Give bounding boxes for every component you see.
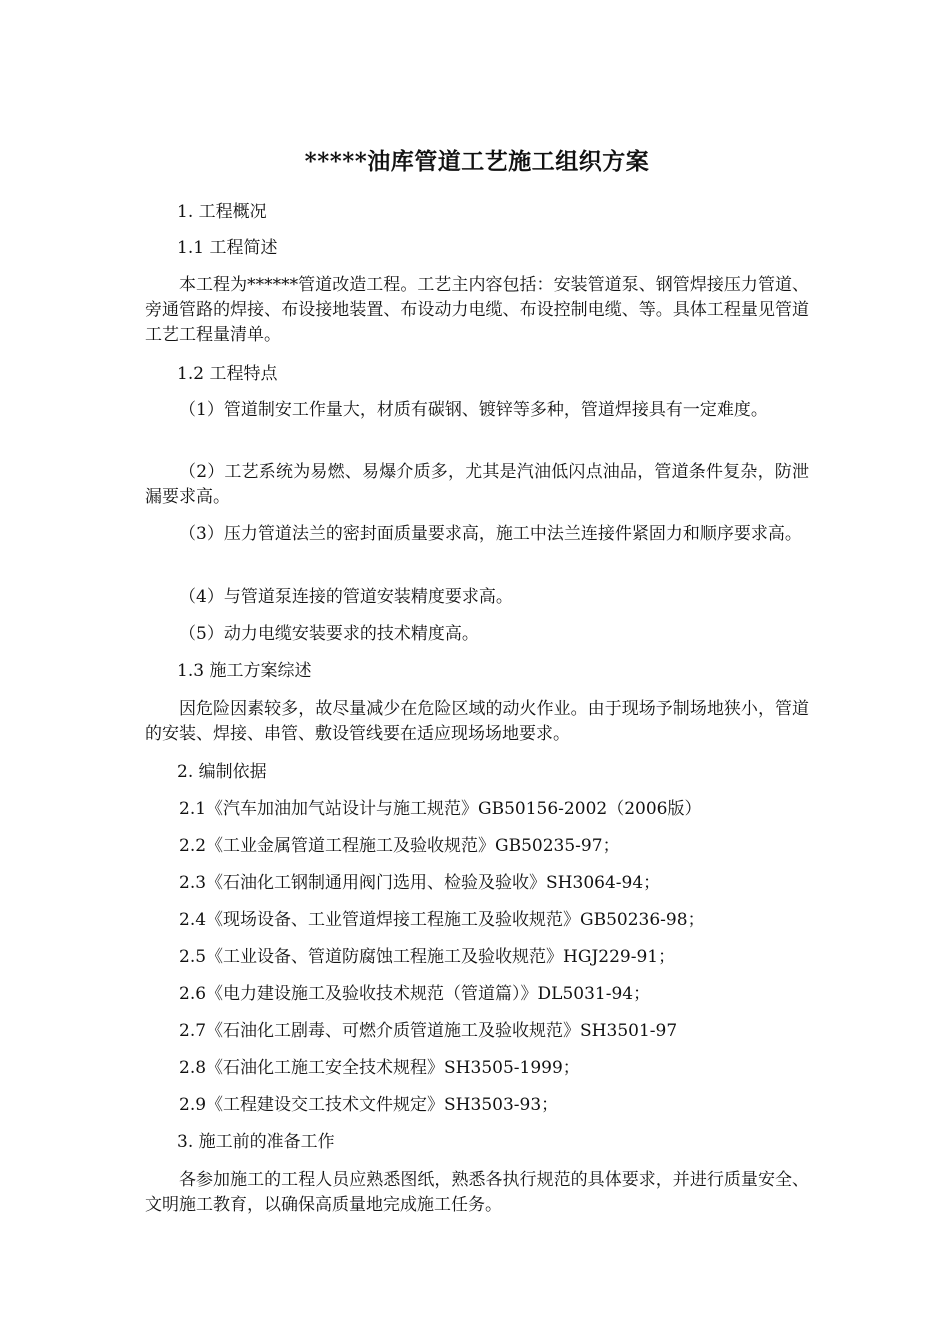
paragraph-feature-3: （3）压力管道法兰的密封面质量要求高，施工中法兰连接件紧固力和顺序要求高。 [179,524,802,544]
section-heading-1-3: 1.3 施工方案综述 [177,661,312,681]
section-heading-1-1: 1.1 工程简述 [177,238,278,258]
document-title: *****油库管道工艺施工组织方案 [304,148,650,175]
section-heading-3: 3. 施工前的准备工作 [177,1132,335,1152]
section-heading-1-2: 1.2 工程特点 [177,364,278,384]
reference-2-8: 2.8《石油化工施工安全技术规程》SH3505-1999； [179,1058,580,1078]
reference-2-2: 2.2《工业金属管道工程施工及验收规范》GB50235-97； [179,836,620,856]
paragraph-feature-5: （5）动力电缆安装要求的技术精度高。 [179,624,479,644]
paragraph-plan-summary: 因危险因素较多，故尽量减少在危险区域的动火作业。由于现场予制场地狭小，管道的安装、焊接、串管、敷设管线要在适应现场场地要求。 [145,699,809,744]
reference-2-3: 2.3《石油化工钢制通用阀门选用、检验及验收》SH3064-94； [179,873,661,893]
paragraph-feature-2: （2）工艺系统为易燃、易爆介质多，尤其是汽油低闪点油品，管道条件复杂，防泄漏要求高。 [145,462,809,507]
reference-2-9: 2.9《工程建设交工技术文件规定》SH3503-93； [179,1095,559,1115]
paragraph-feature-4: （4）与管道泵连接的管道安装精度要求高。 [179,587,513,607]
paragraph-overview: 本工程为******管道改造工程。工艺主内容包括：安装管道泵、钢管焊接压力管道、旁通管路的焊接、布设接地装置、布设动力电缆、布设控制电缆、等。具体工程量见管道工艺工程量清单。 [145,275,809,345]
paragraph-feature-1: （1）管道制安工作量大，材质有碳钢、镀锌等多种，管道焊接具有一定难度。 [179,400,768,420]
reference-2-4: 2.4《现场设备、工业管道焊接工程施工及验收规范》GB50236-98； [179,910,705,930]
reference-2-6: 2.6《电力建设施工及验收技术规范（管道篇）》DL5031-94； [179,984,651,1004]
reference-2-7: 2.7《石油化工剧毒、可燃介质管道施工及验收规范》SH3501-97 [179,1021,678,1041]
reference-2-1: 2.1《汽车加油加气站设计与施工规范》GB50156-2002（2006版） [179,799,702,819]
paragraph-preparation: 各参加施工的工程人员应熟悉图纸，熟悉各执行规范的具体要求，并进行质量安全、文明施工教育，以确保高质量地完成施工任务。 [145,1170,809,1215]
section-heading-2: 2. 编制依据 [177,762,267,782]
section-heading-1: 1. 工程概况 [177,202,267,222]
reference-2-5: 2.5《工业设备、管道防腐蚀工程施工及验收规范》HGJ229-91； [179,947,676,967]
